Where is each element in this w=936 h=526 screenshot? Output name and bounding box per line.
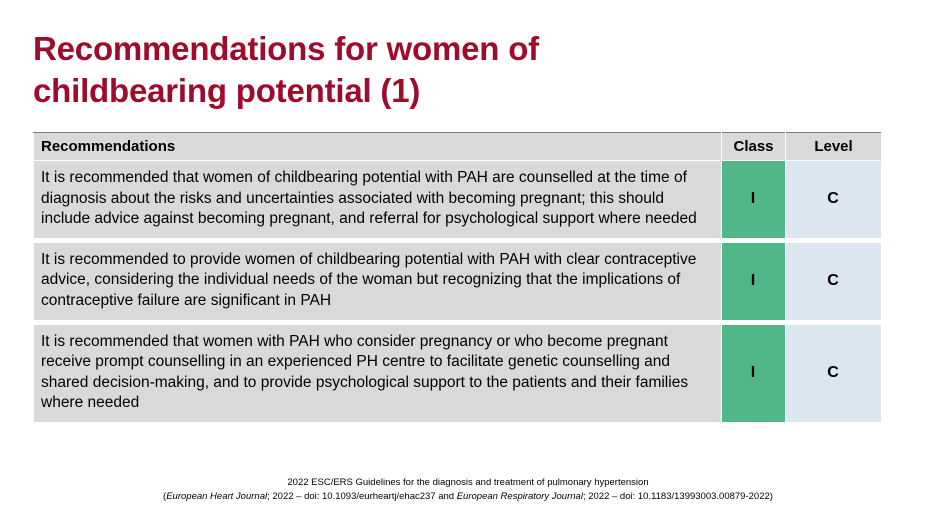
column-header-level: Level: [786, 133, 882, 161]
recommendations-table: [33, 132, 882, 423]
footer-source-line: 2022 ESC/ERS Guidelines for the diagnosis and treatment of pulmonary hypertension: [287, 477, 649, 489]
footer-journal-erj: European Respiratory Journal: [456, 491, 583, 503]
table-row: [34, 242, 882, 320]
table-row: [34, 161, 882, 239]
page-title: Recommendations for women of childbearing potential (1): [33, 30, 539, 110]
table-header-row: [34, 133, 882, 161]
recommendation-class: I: [722, 242, 786, 320]
column-header-class: Class: [722, 133, 786, 161]
recommendation-text: It is recommended that women with PAH who consider pregnancy or who become pregnant receive prompt counselling in an experienced PH centre to facilitate genetic counselling and shared decision-making, and to provide psychological support to the patients and their families where needed: [34, 324, 722, 422]
footer-doi-2: ; 2022 – doi: 10.1183/13993003.00879-2022): [582, 491, 773, 503]
footer-citation-line: [0, 490, 936, 504]
recommendation-level: C: [786, 242, 882, 320]
footer: [0, 476, 936, 504]
footer-doi-1: ; 2022 – doi: 10.1093/eurheartj/ehac237 and: [267, 491, 457, 503]
recommendation-text: It is recommended to provide women of childbearing potential with PAH with clear contraceptive advice, considering the individual needs of the woman but recognizing that the implications of contraceptive failure are significant in PAH: [34, 242, 722, 320]
recommendation-level: C: [786, 161, 882, 239]
column-header-recommendations: Recommendations: [34, 133, 722, 161]
recommendation-text: It is recommended that women of childbearing potential with PAH are counselled at the time of diagnosis about the risks and uncertainties associated with becoming pregnant; this should include advice against becoming pregnant, and referral for psychological support where needed: [34, 161, 722, 239]
recommendation-level: C: [786, 324, 882, 422]
recommendation-class: I: [722, 324, 786, 422]
recommendation-class: I: [722, 161, 786, 239]
recommendations-table-container: [33, 132, 881, 423]
table-row: [34, 324, 882, 422]
footer-paren-open: (: [163, 491, 167, 503]
footer-journal-ehj: European Heart Journal: [166, 491, 268, 503]
